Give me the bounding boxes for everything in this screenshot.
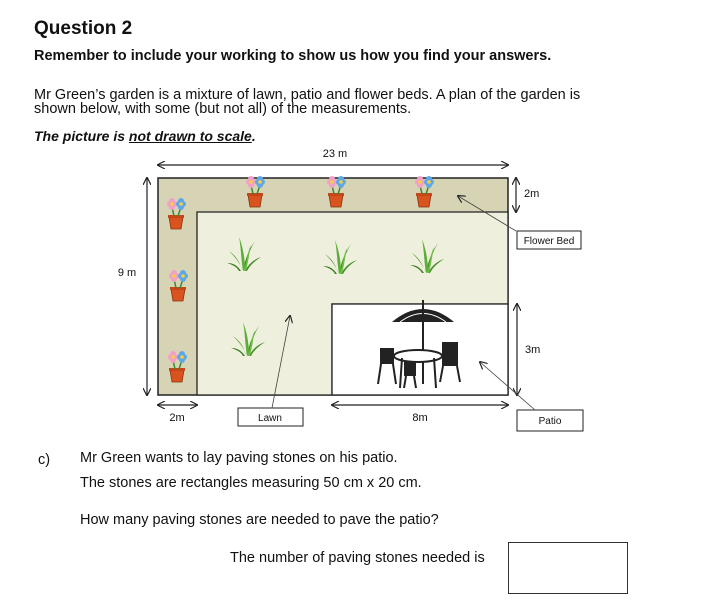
scale-note-suffix: . — [251, 128, 256, 144]
patio-label: Patio — [538, 416, 562, 427]
part-c-question: How many paving stones are needed to pave the patio? — [80, 512, 439, 528]
scale-note-emphasis: not drawn to scale — [128, 128, 252, 144]
answer-box[interactable] — [508, 542, 628, 594]
answer-prompt: The number of paving stones needed is — [230, 550, 485, 566]
patio-width-label: 8m — [412, 412, 428, 424]
height-label: 9 m — [117, 267, 137, 279]
part-c-label: c) — [38, 452, 51, 468]
bed-height-label: 2m — [524, 188, 540, 200]
scale-note-prefix: The picture is — [34, 128, 129, 144]
intro-line-1: Mr Green’s garden is a mixture of lawn, patio and flower beds. A plan of the garden is — [34, 87, 581, 103]
patio-height-label: 3m — [525, 344, 541, 356]
intro-line-2: shown below, with some (but not all) of the measurements. — [34, 101, 412, 117]
lawn-label: Lawn — [258, 413, 282, 424]
question-title: Question 2 — [34, 18, 133, 39]
bed-width-label: 2m — [169, 412, 185, 424]
width-label: 23 m — [322, 148, 348, 160]
part-c-line-2: The stones are rectangles measuring 50 cm x 20 cm. — [80, 475, 422, 491]
instruction-text: Remember to include your working to show us how you find your answers. — [34, 48, 552, 64]
part-c-line-1: Mr Green wants to lay paving stones on his patio. — [80, 450, 398, 466]
flower-bed-label: Flower Bed — [523, 236, 575, 247]
